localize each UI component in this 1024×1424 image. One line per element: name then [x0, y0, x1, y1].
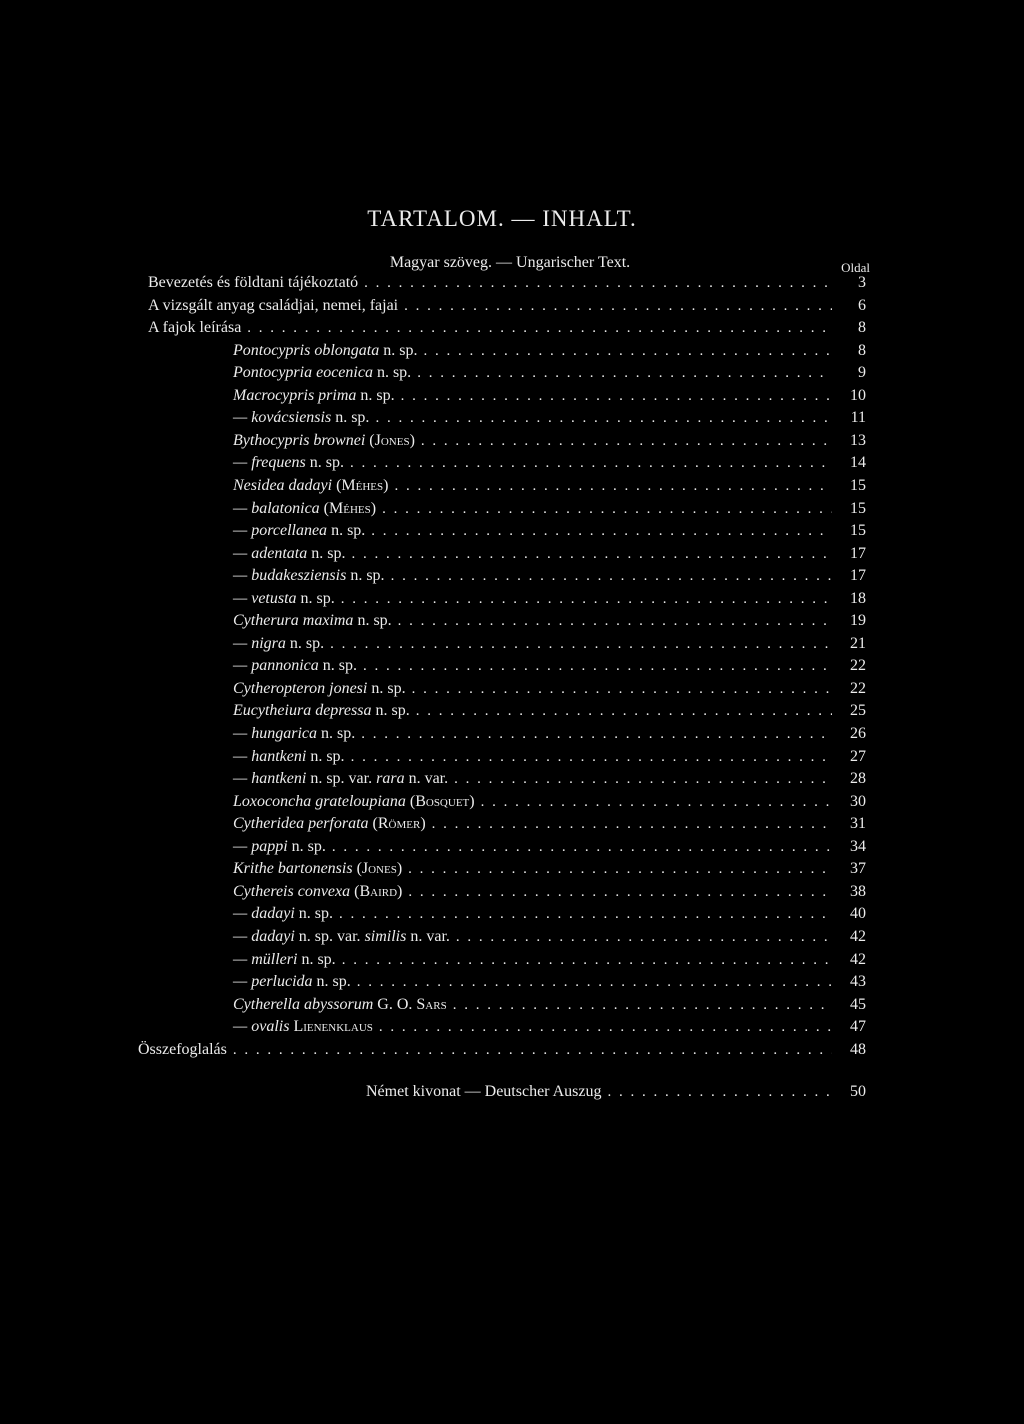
toc-entry-title: [233, 633, 324, 655]
toc-page-number: 47: [850, 1018, 866, 1036]
toc-page-number: 30: [850, 792, 866, 810]
toc-entry-title: [233, 994, 447, 1016]
toc-entry-title-part: Bosquet: [415, 792, 470, 810]
toc-entry: [233, 498, 866, 520]
toc-page-number: 27: [850, 747, 866, 765]
toc-entry: [138, 1039, 866, 1061]
toc-entry-title: [233, 385, 395, 407]
toc-page-number: 42: [850, 927, 866, 945]
toc-entry-title: [233, 520, 365, 542]
toc-entry-title: [233, 543, 345, 565]
toc-entry-title-part: (: [319, 499, 329, 517]
toc-leader-dots: [333, 903, 832, 925]
toc-page-number: 45: [850, 995, 866, 1013]
toc-leader-dots: [402, 858, 832, 880]
toc-page-number: 42: [850, 950, 866, 968]
toc-entry-title-part: (: [368, 815, 378, 833]
toc-page-number: 9: [858, 364, 866, 382]
toc-entry-title-part: Nesidea dadayi: [233, 476, 333, 494]
toc-leader-dots: [355, 723, 832, 745]
toc-leader-dots: [406, 678, 832, 700]
toc-leader-dots: [602, 1081, 833, 1103]
toc-entry-title-part: n. sp.: [318, 657, 358, 675]
toc-page-number: 8: [858, 341, 866, 359]
toc-entry-title: [233, 858, 402, 880]
toc-entry-title-part: Cytheridea perforata: [233, 815, 369, 833]
toc-entry-title: [233, 813, 426, 835]
toc-entry-title-part: — dadayi: [233, 905, 295, 923]
page-column-header: Oldal: [841, 260, 870, 275]
toc-entry: [233, 430, 866, 452]
toc-entry-title-part: Pontocypris oblongata: [233, 341, 380, 359]
toc-entry: [233, 836, 866, 858]
toc-leader-dots: [410, 700, 832, 722]
toc-entry-title-part: Lienenklaus: [293, 1018, 373, 1036]
toc-leader-dots: [351, 971, 832, 993]
toc-entry-title-part: ): [409, 431, 415, 449]
toc-entry-title: [233, 746, 345, 768]
toc-page-number: 50: [850, 1083, 866, 1101]
toc-entry: [233, 678, 866, 700]
toc-leader-dots: [447, 994, 832, 1016]
toc-page-number: 14: [850, 454, 866, 472]
toc-entry: [233, 1016, 866, 1038]
toc-entry-title: [366, 1081, 602, 1103]
toc-leader-dots: [369, 407, 832, 429]
toc-page-number: 11: [850, 409, 866, 427]
toc-entry-title: [233, 340, 417, 362]
toc-entry: [233, 791, 866, 813]
toc-entry-title: [233, 836, 326, 858]
toc-entry-title-part: n. sp.: [306, 747, 345, 765]
toc-entry: [233, 881, 866, 903]
toc-entry-title-part: n. var.: [404, 770, 449, 788]
toc-page-number: 38: [850, 882, 866, 900]
toc-leader-dots: [376, 498, 832, 520]
toc-entry-title-part: n. var.: [406, 927, 450, 945]
toc-entry-title-part: (: [352, 860, 362, 878]
toc-entry-title-part: Römer: [377, 815, 421, 833]
toc-entry-title-part: Cythereis convexa: [233, 882, 351, 900]
toc-entry-title-part: — dadayi: [233, 927, 295, 945]
toc-page-number: 22: [850, 679, 866, 697]
toc-entry-title: [233, 678, 406, 700]
toc-leader-dots: [395, 385, 832, 407]
toc-entry-title: [138, 1039, 227, 1061]
toc-entry-title-part: — ovalis: [233, 1018, 290, 1036]
toc-entry: [233, 768, 866, 790]
toc-entry-title-part: n. sp.: [312, 973, 351, 991]
toc-entry-title-part: — kovácsiensis: [233, 409, 332, 427]
toc-page-number: 17: [850, 544, 866, 562]
toc-entry-title-part: — nigra: [233, 634, 286, 652]
toc-entry-title-part: Bythocypris brownei: [233, 431, 366, 449]
toc-entry-title-part: Cytherura maxima: [233, 612, 354, 630]
toc-entry: [233, 700, 866, 722]
toc-page-number: 37: [850, 860, 866, 878]
toc-entry-title-part: — porcellanea: [233, 522, 328, 540]
toc-leader-dots: [324, 633, 832, 655]
toc-entry: [233, 407, 866, 429]
toc-entry-title-part: — budakesziensis: [233, 567, 347, 585]
toc-leader-dots: [345, 746, 832, 768]
toc-page-number: 15: [850, 499, 866, 517]
toc-entry-title-part: — mülleri: [233, 950, 298, 968]
toc-entry-title: [233, 498, 376, 520]
toc-entry-title-part: n. sp.: [353, 612, 392, 630]
toc-entry: [233, 385, 866, 407]
toc-page-number: 15: [850, 522, 866, 540]
toc-entry-title-part: n. sp.: [331, 409, 370, 427]
toc-entry-title: [233, 768, 448, 790]
page-subtitle: Magyar szöveg. — Ungarischer Text.: [389, 254, 631, 271]
toc-entry-title-part: Összefoglalás: [138, 1040, 227, 1058]
toc-entry-title-part: n. sp.: [346, 567, 385, 585]
toc-leader-dots: [450, 926, 832, 948]
toc-entry-title-part: Méhes: [341, 476, 384, 494]
toc-leader-dots: [241, 317, 832, 339]
toc-page-number: 26: [850, 725, 866, 742]
toc-entry-title-part: Baird: [359, 882, 398, 900]
toc-entry-title: [233, 791, 475, 813]
toc-entry-title: [233, 949, 336, 971]
toc-entry-title-part: — adentata: [233, 544, 308, 562]
toc-entry-title: [233, 655, 357, 677]
toc-leader-dots: [227, 1039, 832, 1061]
toc-entry-title-part: Cytheropteron jonesi: [233, 679, 368, 697]
toc-page-number: 3: [858, 274, 866, 291]
toc-entry-title: [233, 926, 450, 948]
toc-entry-title-part: — pappi: [233, 837, 288, 855]
toc-entry: [148, 272, 866, 294]
toc-entry: [233, 813, 866, 835]
toc-entry: [233, 565, 866, 587]
toc-leader-dots: [411, 362, 832, 384]
toc-entry-title-part: n. sp. var.: [294, 927, 365, 945]
toc-entry-title-part: Jones: [361, 860, 397, 878]
toc-entry: [233, 949, 866, 971]
toc-entry: [233, 588, 866, 610]
toc-leader-dots: [448, 768, 832, 790]
toc-leader-dots: [335, 588, 832, 610]
toc-entry-title: [233, 475, 388, 497]
toc-entry-title-part: ): [383, 476, 389, 494]
toc-entry-title-part: n. sp.: [367, 679, 406, 697]
toc-entry-title-part: similis: [364, 927, 407, 945]
toc-leader-dots: [398, 295, 832, 317]
toc-entry: [233, 543, 866, 565]
toc-page-number: 6: [858, 296, 866, 314]
toc-entry: [233, 610, 866, 632]
toc-page-number: 15: [850, 476, 866, 494]
toc-entry-title-part: Cytherella abyssorum: [233, 995, 374, 1013]
toc-entry-title-part: — hantkeni: [233, 747, 307, 765]
toc-entry: [233, 971, 866, 993]
toc-entry-title: [233, 565, 385, 587]
toc-leader-dots: [402, 881, 832, 903]
toc-entry-title: [233, 971, 351, 993]
toc-entry-title: [233, 1016, 373, 1038]
toc-leader-dots: [392, 610, 832, 632]
toc-entry-title-part: — frequens: [233, 454, 306, 472]
toc-entry: [233, 655, 866, 677]
toc-leader-dots: [373, 1016, 832, 1038]
toc-entry: [233, 340, 866, 362]
toc-leader-dots: [365, 520, 832, 542]
toc-entry-title-part: n. sp.: [379, 341, 418, 359]
toc-page-number: 8: [858, 319, 866, 337]
toc-page-number: 43: [850, 973, 866, 991]
toc-entry-title-part: Pontocypria eocenica: [233, 364, 373, 382]
toc-entry-title: [148, 272, 358, 294]
toc-entry-title-part: G. O.: [373, 995, 417, 1013]
toc-entry-title-part: n. sp.: [296, 589, 335, 607]
toc-entry-title-part: — vetusta: [233, 589, 297, 607]
toc-page-number: 22: [850, 657, 866, 675]
toc-entry-title-part: n. sp.: [307, 544, 346, 562]
toc-entry-title: [148, 295, 398, 317]
toc-entry-title-part: (: [365, 431, 375, 449]
toc-page-number: 25: [850, 702, 866, 720]
toc-entry-title-part: Krithe bartonensis: [233, 860, 353, 878]
toc-entry-title-part: Jones: [374, 431, 410, 449]
toc-entry-title-part: — hantkeni: [233, 770, 307, 788]
toc-entry: [233, 746, 866, 768]
toc-entry-title-part: Méhes: [329, 499, 371, 517]
toc-leader-dots: [385, 565, 832, 587]
toc-entry-title-part: n. sp.: [371, 702, 410, 720]
toc-entry-title-part: Macrocypris prima: [233, 386, 357, 404]
toc-entry-title-part: Loxoconcha grateloupiana: [233, 792, 406, 810]
toc-entry: [366, 1081, 866, 1103]
toc-entry: [233, 926, 866, 948]
toc-leader-dots: [475, 791, 832, 813]
toc-entry-title-part: A vizsgált anyag családjai, nemei, fajai: [148, 296, 399, 314]
toc-entry-title: [233, 362, 411, 384]
toc-page-number: 31: [850, 815, 866, 833]
toc-page-number: 10: [850, 386, 866, 404]
toc-leader-dots: [415, 430, 832, 452]
toc-entry-title-part: ): [396, 860, 403, 878]
toc-entry-title-part: rara: [376, 770, 405, 788]
toc-page-number: 48: [850, 1040, 866, 1058]
toc-entry-title-part: — perlucida: [233, 973, 313, 991]
toc-entry-title-part: n. sp.: [285, 634, 325, 652]
toc-entry-title: [233, 407, 369, 429]
toc-leader-dots: [345, 543, 832, 565]
toc-page-number: 40: [850, 905, 866, 923]
toc-entry-title-part: n. sp.: [294, 905, 334, 923]
toc-leader-dots: [344, 452, 832, 474]
toc-entry-title: [233, 430, 415, 452]
toc-leader-dots: [336, 949, 832, 971]
toc-entry-title-part: ): [370, 499, 377, 517]
toc-entry: [233, 723, 866, 745]
toc-entry-title-part: (: [332, 476, 342, 494]
toc-entry-title-part: Német kivonat — Deutscher Auszug: [366, 1083, 602, 1101]
toc-leader-dots: [357, 655, 832, 677]
toc-entry: [233, 362, 866, 384]
toc-entry: [233, 633, 866, 655]
toc-entry-title-part: (: [350, 882, 360, 900]
toc-entry-title-part: n. sp.: [317, 725, 356, 742]
toc-leader-dots: [358, 272, 832, 294]
toc-entry: [233, 475, 866, 497]
toc-entry: [148, 295, 866, 317]
toc-entry-title-part: n. sp.: [297, 950, 336, 968]
toc-entry-title-part: n. sp.: [305, 454, 344, 472]
toc-entry-title-part: n. sp.: [327, 522, 366, 540]
toc-entry-title: [233, 452, 344, 474]
toc-entry: [233, 858, 866, 880]
toc-leader-dots: [426, 813, 832, 835]
toc-page-number: 21: [850, 634, 866, 652]
toc-entry-title-part: — pannonica: [233, 657, 319, 675]
toc-entry-title: [148, 317, 241, 339]
toc-entry-title: [233, 723, 355, 745]
toc-page-number: 28: [850, 770, 866, 788]
toc-entry: [233, 520, 866, 542]
toc-leader-dots: [326, 836, 832, 858]
toc-entry-title-part: n. sp. var.: [306, 770, 377, 788]
toc-entry-title: [233, 610, 392, 632]
toc-leader-dots: [417, 340, 832, 362]
toc-entry-title-part: A fajok leírása: [148, 319, 242, 337]
toc-entry: [233, 994, 866, 1016]
toc-entry-title-part: n. sp.: [287, 837, 326, 855]
page-title: TARTALOM. — INHALT.: [367, 206, 637, 231]
toc-entry: [148, 317, 866, 339]
toc-entry: [233, 903, 866, 925]
toc-entry-title-part: — balatonica: [233, 499, 320, 517]
toc-entry-title-part: n. sp.: [372, 364, 412, 382]
toc-page-number: 13: [850, 431, 866, 449]
toc-entry-title-part: Eucytheiura depressa: [233, 702, 372, 720]
toc-page-number: 17: [850, 567, 866, 585]
toc-entry-title: [233, 881, 402, 903]
toc-entry-title-part: ): [469, 792, 475, 810]
toc-entry-title-part: n. sp.: [356, 386, 395, 404]
toc-entry-title: [233, 903, 333, 925]
toc-entry-title-part: Bevezetés és földtani tájékoztató: [148, 274, 359, 291]
toc-page-number: 34: [850, 837, 866, 855]
toc-entry-title: [233, 588, 335, 610]
toc-entry: [233, 452, 866, 474]
toc-page-number: 18: [850, 589, 866, 607]
toc-page-number: 19: [850, 612, 866, 630]
toc-entry-title-part: (: [405, 792, 416, 810]
toc-entry-title-part: — hungarica: [233, 725, 317, 742]
toc-entry-title-part: ): [420, 815, 426, 833]
toc-entry-title: [233, 700, 410, 722]
toc-entry-title-part: Sars: [416, 995, 447, 1013]
toc-leader-dots: [388, 475, 832, 497]
toc-entry-title-part: ): [397, 882, 403, 900]
